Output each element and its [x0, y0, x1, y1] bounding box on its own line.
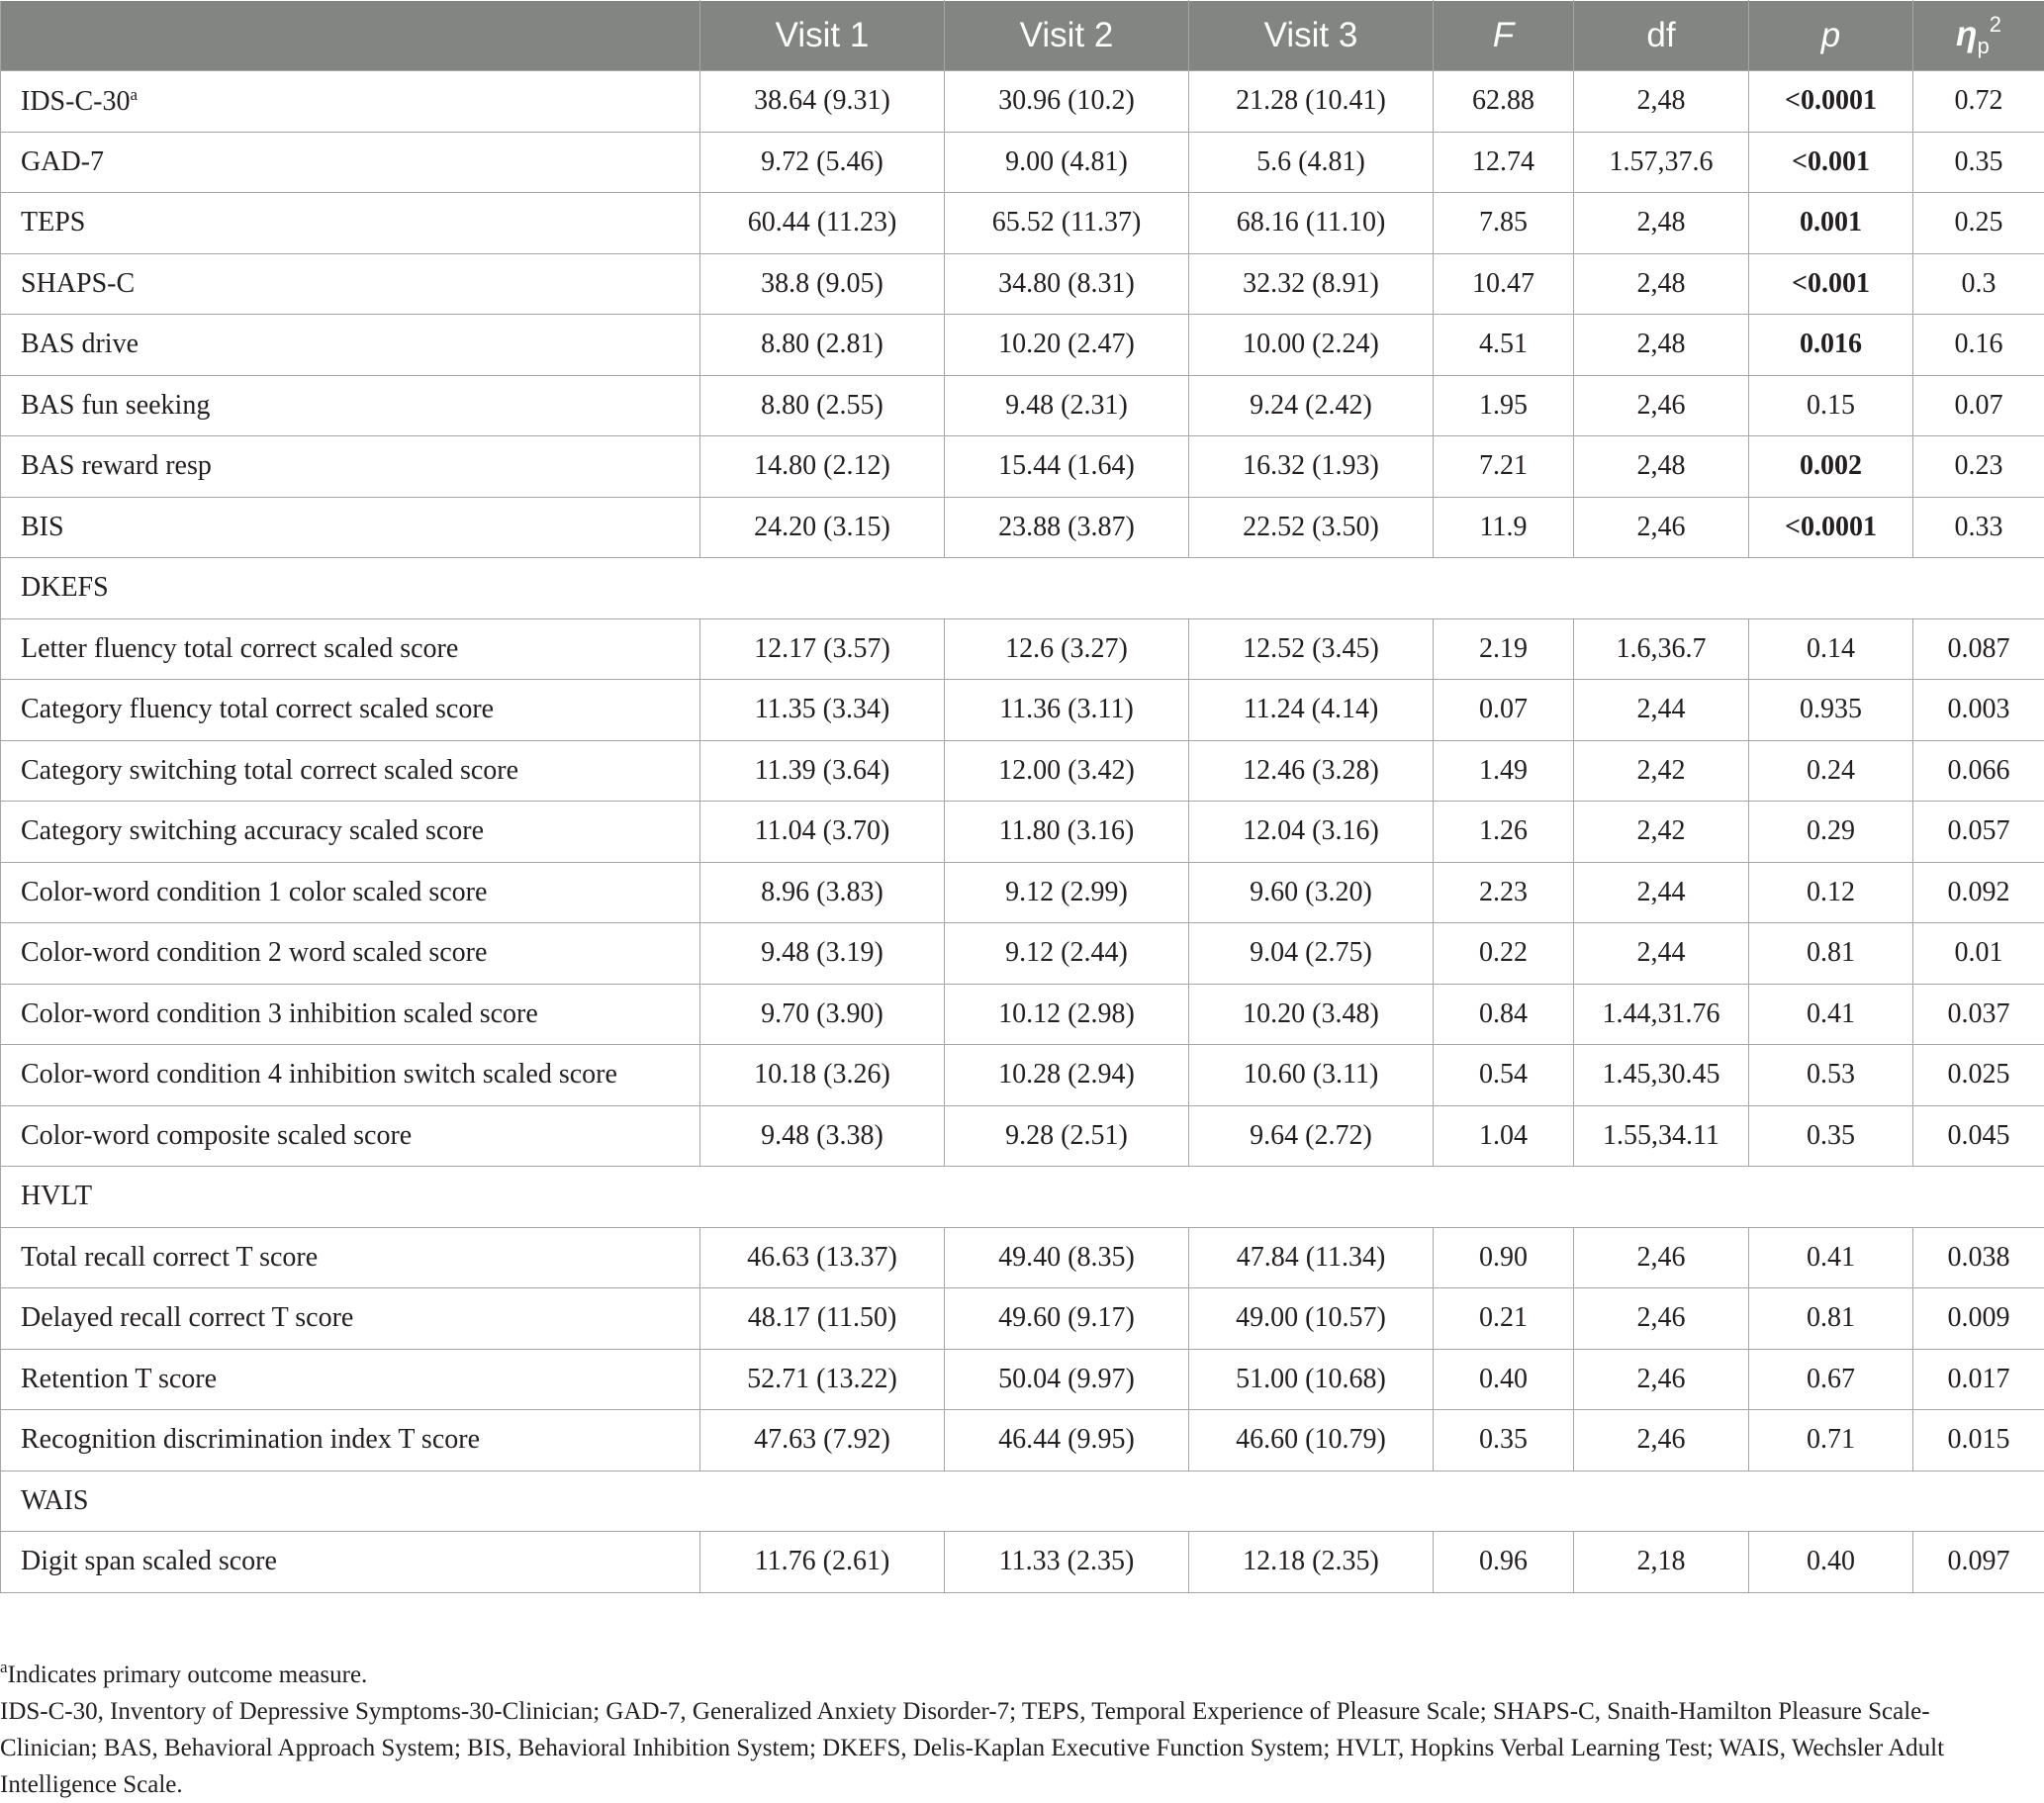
eta-cell: 0.087 — [1913, 618, 2044, 680]
visit-2-cell: 65.52 (11.37) — [945, 193, 1189, 254]
eta-cell: 0.07 — [1913, 375, 2044, 436]
eta-cell: 0.72 — [1913, 71, 2044, 133]
visit-3-cell: 46.60 (10.79) — [1189, 1410, 1434, 1471]
measure-label: Color-word condition 3 inhibition scaled score — [21, 997, 538, 1029]
df-cell: 2,44 — [1574, 680, 1749, 741]
eta-subscript: p — [1977, 34, 1990, 58]
visit-2-cell: 12.6 (3.27) — [945, 618, 1189, 680]
df-cell: 2,48 — [1574, 436, 1749, 498]
table-row — [1, 1227, 2044, 1288]
f-cell: 0.84 — [1434, 984, 1574, 1045]
header-eta-squared — [1913, 1, 2044, 71]
df-cell: 2,48 — [1574, 71, 1749, 133]
measure-label: Category switching accuracy scaled score — [21, 815, 485, 847]
measure-label: BAS drive — [21, 329, 139, 360]
measure-cell — [1, 193, 700, 254]
p-cell: 0.29 — [1749, 802, 1913, 863]
eta-cell: 0.009 — [1913, 1288, 2044, 1350]
df-cell: 1.57,37.6 — [1574, 132, 1749, 193]
table-row — [1, 923, 2044, 985]
visit-3-cell: 51.00 (10.68) — [1189, 1349, 1434, 1410]
p-cell: 0.14 — [1749, 618, 1913, 680]
df-cell: 1.55,34.11 — [1574, 1105, 1749, 1167]
footnote — [0, 1649, 1989, 1693]
table-row — [1, 375, 2044, 436]
p-cell: 0.002 — [1749, 436, 1913, 498]
header-visit-1: Visit 1 — [700, 1, 945, 71]
measure-cell — [1, 802, 700, 863]
visit-1-cell: 47.63 (7.92) — [700, 1410, 945, 1471]
eta-cell: 0.01 — [1913, 923, 2044, 985]
table-row — [1, 984, 2044, 1045]
f-cell: 1.26 — [1434, 802, 1574, 863]
table-body — [1, 71, 2044, 1593]
table-row — [1, 1410, 2044, 1471]
visit-2-cell: 34.80 (8.31) — [945, 253, 1189, 315]
visit-1-cell: 10.18 (3.26) — [700, 1045, 945, 1106]
f-cell: 0.40 — [1434, 1349, 1574, 1410]
measure-cell — [1, 375, 700, 436]
table-row — [1, 1349, 2044, 1410]
table-row — [1, 132, 2044, 193]
measure-cell — [1, 1227, 700, 1288]
df-cell: 2,46 — [1574, 1227, 1749, 1288]
p-cell: 0.15 — [1749, 375, 1913, 436]
eta-cell: 0.16 — [1913, 315, 2044, 376]
f-cell: 1.49 — [1434, 740, 1574, 802]
table-row — [1, 1288, 2044, 1350]
table-row — [1, 1105, 2044, 1167]
visit-3-cell: 9.24 (2.42) — [1189, 375, 1434, 436]
visit-2-cell: 46.44 (9.95) — [945, 1410, 1189, 1471]
df-cell: 2,18 — [1574, 1532, 1749, 1593]
visit-2-cell: 9.00 (4.81) — [945, 132, 1189, 193]
p-cell: <0.0001 — [1749, 497, 1913, 558]
measure-label: Retention T score — [21, 1363, 218, 1394]
df-cell: 2,48 — [1574, 253, 1749, 315]
eta-cell: 0.092 — [1913, 862, 2044, 923]
df-cell: 2,46 — [1574, 1349, 1749, 1410]
f-cell: 0.07 — [1434, 680, 1574, 741]
p-cell: <0.0001 — [1749, 71, 1913, 133]
measure-cell — [1, 1045, 700, 1106]
f-cell: 1.95 — [1434, 375, 1574, 436]
visit-1-cell: 9.48 (3.38) — [700, 1105, 945, 1167]
visit-3-cell: 12.46 (3.28) — [1189, 740, 1434, 802]
eta-cell: 0.066 — [1913, 740, 2044, 802]
visit-2-cell: 49.40 (8.35) — [945, 1227, 1189, 1288]
visit-2-cell: 10.20 (2.47) — [945, 315, 1189, 376]
table-row — [1, 71, 2044, 133]
measure-label: Recognition discrimination index T score — [21, 1424, 480, 1456]
visit-1-cell: 11.35 (3.34) — [700, 680, 945, 741]
visit-1-cell: 8.80 (2.81) — [700, 315, 945, 376]
visit-1-cell: 9.72 (5.46) — [700, 132, 945, 193]
eta-cell: 0.003 — [1913, 680, 2044, 741]
measure-cell — [1, 862, 700, 923]
measure-cell — [1, 1105, 700, 1167]
visit-2-cell: 49.60 (9.17) — [945, 1288, 1189, 1350]
measure-label: BAS reward resp — [21, 450, 212, 482]
visit-2-cell: 30.96 (10.2) — [945, 71, 1189, 133]
table-row — [1, 1045, 2044, 1106]
visit-3-cell: 16.32 (1.93) — [1189, 436, 1434, 498]
p-cell: 0.41 — [1749, 984, 1913, 1045]
p-cell: 0.67 — [1749, 1349, 1913, 1410]
f-cell: 62.88 — [1434, 71, 1574, 133]
measure-cell — [1, 497, 700, 558]
header-df: df — [1574, 1, 1749, 71]
df-cell: 2,44 — [1574, 862, 1749, 923]
section-row — [1, 558, 2044, 619]
table-notes — [0, 1649, 1989, 1803]
measure-label: TEPS — [21, 207, 86, 238]
visit-1-cell: 48.17 (11.50) — [700, 1288, 945, 1350]
abbreviations-note: IDS-C-30, Inventory of Depressive Symptoms-30-Clinician; GAD-7, Generalized Anxiety Disorder-7; TEPS, Temporal Experience of Pleasure Scale; SHAPS-C, Snaith-Hamilton Pleasure Scale-Clinician; BAS, Behavioral Approach System; BIS, Behavioral Inhibition System; DKEFS, Delis-Kaplan Executive Function System; HVLT, Hopkins Verbal Learning Test; WAIS, Wechsler Adult Intelligence Scale. — [0, 1698, 1945, 1798]
df-cell: 2,44 — [1574, 923, 1749, 985]
measure-cell — [1, 132, 700, 193]
eta-symbol: η — [1956, 15, 1978, 53]
visit-1-cell: 52.71 (13.22) — [700, 1349, 945, 1410]
df-cell: 1.45,30.45 — [1574, 1045, 1749, 1106]
visit-3-cell: 47.84 (11.34) — [1189, 1227, 1434, 1288]
measure-cell — [1, 1349, 700, 1410]
df-cell: 2,42 — [1574, 802, 1749, 863]
visit-3-cell: 9.04 (2.75) — [1189, 923, 1434, 985]
table-row — [1, 497, 2044, 558]
p-cell: 0.53 — [1749, 1045, 1913, 1106]
measure-label: Letter fluency total correct scaled score — [21, 632, 459, 664]
table-row — [1, 315, 2044, 376]
visit-1-cell: 8.80 (2.55) — [700, 375, 945, 436]
visit-2-cell: 9.12 (2.44) — [945, 923, 1189, 985]
visit-3-cell: 32.32 (8.91) — [1189, 253, 1434, 315]
visit-2-cell: 15.44 (1.64) — [945, 436, 1189, 498]
f-cell: 10.47 — [1434, 253, 1574, 315]
f-cell: 0.35 — [1434, 1410, 1574, 1471]
f-cell: 4.51 — [1434, 315, 1574, 376]
f-cell: 2.23 — [1434, 862, 1574, 923]
p-cell: 0.40 — [1749, 1532, 1913, 1593]
p-cell: 0.81 — [1749, 1288, 1913, 1350]
section-label: HVLT — [1, 1167, 2044, 1228]
eta-superscript: 2 — [1989, 12, 2001, 37]
visit-1-cell: 38.64 (9.31) — [700, 71, 945, 133]
measure-label: Delayed recall correct T score — [21, 1302, 354, 1334]
measure-label: Color-word composite scaled score — [21, 1119, 413, 1151]
p-cell: 0.016 — [1749, 315, 1913, 376]
p-cell: 0.81 — [1749, 923, 1913, 985]
measure-cell — [1, 1288, 700, 1350]
visit-3-cell: 10.60 (3.11) — [1189, 1045, 1434, 1106]
f-cell: 0.96 — [1434, 1532, 1574, 1593]
header-f: F — [1434, 1, 1574, 71]
measure-cell — [1, 984, 700, 1045]
visit-2-cell: 10.28 (2.94) — [945, 1045, 1189, 1106]
section-label: DKEFS — [1, 558, 2044, 619]
measure-label: Color-word condition 4 inhibition switch scaled score — [21, 1059, 617, 1091]
df-cell: 2,46 — [1574, 1288, 1749, 1350]
measure-cell — [1, 1410, 700, 1471]
visit-3-cell: 22.52 (3.50) — [1189, 497, 1434, 558]
header-visit-3: Visit 3 — [1189, 1, 1434, 71]
header-measure — [1, 1, 700, 71]
p-cell: <0.001 — [1749, 253, 1913, 315]
visit-1-cell: 11.04 (3.70) — [700, 802, 945, 863]
header-visit-2: Visit 2 — [945, 1, 1189, 71]
visit-2-cell: 12.00 (3.42) — [945, 740, 1189, 802]
p-cell: 0.41 — [1749, 1227, 1913, 1288]
visit-1-cell: 11.76 (2.61) — [700, 1532, 945, 1593]
measure-label: BIS — [21, 511, 64, 542]
f-cell: 0.22 — [1434, 923, 1574, 985]
measure-cell — [1, 1532, 700, 1593]
visit-3-cell: 9.60 (3.20) — [1189, 862, 1434, 923]
visit-3-cell: 10.00 (2.24) — [1189, 315, 1434, 376]
measure-cell — [1, 71, 700, 133]
visit-3-cell: 12.52 (3.45) — [1189, 618, 1434, 680]
section-row — [1, 1471, 2044, 1532]
visit-2-cell: 9.48 (2.31) — [945, 375, 1189, 436]
visit-3-cell: 11.24 (4.14) — [1189, 680, 1434, 741]
visit-3-cell: 5.6 (4.81) — [1189, 132, 1434, 193]
visit-2-cell: 10.12 (2.98) — [945, 984, 1189, 1045]
visit-3-cell: 49.00 (10.57) — [1189, 1288, 1434, 1350]
visit-3-cell: 9.64 (2.72) — [1189, 1105, 1434, 1167]
eta-cell: 0.057 — [1913, 802, 2044, 863]
eta-cell: 0.015 — [1913, 1410, 2044, 1471]
p-cell: 0.71 — [1749, 1410, 1913, 1471]
f-cell: 0.54 — [1434, 1045, 1574, 1106]
eta-cell: 0.25 — [1913, 193, 2044, 254]
measure-label: SHAPS-C — [21, 267, 136, 299]
measure-label: BAS fun seeking — [21, 389, 211, 421]
eta-cell: 0.23 — [1913, 436, 2044, 498]
measure-label: Category switching total correct scaled score — [21, 754, 519, 786]
p-cell: 0.24 — [1749, 740, 1913, 802]
table-row — [1, 253, 2044, 315]
table-row — [1, 740, 2044, 802]
table-row — [1, 862, 2044, 923]
df-cell: 2,46 — [1574, 497, 1749, 558]
measure-cell — [1, 923, 700, 985]
section-row — [1, 1167, 2044, 1228]
visit-1-cell: 14.80 (2.12) — [700, 436, 945, 498]
visit-1-cell: 24.20 (3.15) — [700, 497, 945, 558]
visit-1-cell: 8.96 (3.83) — [700, 862, 945, 923]
p-cell: <0.001 — [1749, 132, 1913, 193]
table-row — [1, 618, 2044, 680]
table-row — [1, 680, 2044, 741]
eta-cell: 0.33 — [1913, 497, 2044, 558]
visit-1-cell: 12.17 (3.57) — [700, 618, 945, 680]
f-cell: 1.04 — [1434, 1105, 1574, 1167]
footnote-marker: a — [0, 1658, 8, 1676]
section-label: WAIS — [1, 1471, 2044, 1532]
visit-3-cell: 12.04 (3.16) — [1189, 802, 1434, 863]
f-cell: 2.19 — [1434, 618, 1574, 680]
f-cell: 11.9 — [1434, 497, 1574, 558]
df-cell: 2,48 — [1574, 193, 1749, 254]
df-cell: 1.6,36.7 — [1574, 618, 1749, 680]
visit-1-cell: 60.44 (11.23) — [700, 193, 945, 254]
visit-2-cell: 11.36 (3.11) — [945, 680, 1189, 741]
eta-cell: 0.35 — [1913, 132, 2044, 193]
visit-2-cell: 11.80 (3.16) — [945, 802, 1189, 863]
p-cell: 0.12 — [1749, 862, 1913, 923]
eta-cell: 0.3 — [1913, 253, 2044, 315]
measure-cell — [1, 740, 700, 802]
header-row — [1, 1, 2044, 71]
measure-cell — [1, 315, 700, 376]
measure-cell — [1, 680, 700, 741]
measure-label: Digit span scaled score — [21, 1546, 277, 1577]
visit-2-cell: 50.04 (9.97) — [945, 1349, 1189, 1410]
df-cell: 2,48 — [1574, 315, 1749, 376]
f-cell: 7.21 — [1434, 436, 1574, 498]
measure-label: GAD-7 — [21, 145, 104, 177]
f-cell: 7.85 — [1434, 193, 1574, 254]
f-cell: 12.74 — [1434, 132, 1574, 193]
table-row — [1, 193, 2044, 254]
df-cell: 2,46 — [1574, 1410, 1749, 1471]
visit-1-cell: 9.48 (3.19) — [700, 923, 945, 985]
visit-3-cell: 68.16 (11.10) — [1189, 193, 1434, 254]
f-cell: 0.90 — [1434, 1227, 1574, 1288]
header-p: p — [1749, 1, 1913, 71]
measure-label: Category fluency total correct scaled score — [21, 694, 495, 725]
primary-outcome-marker: a — [130, 84, 138, 104]
df-cell: 2,46 — [1574, 375, 1749, 436]
eta-cell: 0.025 — [1913, 1045, 2044, 1106]
table-row — [1, 802, 2044, 863]
visit-1-cell: 9.70 (3.90) — [700, 984, 945, 1045]
visit-3-cell: 10.20 (3.48) — [1189, 984, 1434, 1045]
measure-label: Color-word condition 2 word scaled score — [21, 937, 488, 969]
visit-2-cell: 23.88 (3.87) — [945, 497, 1189, 558]
visit-3-cell: 12.18 (2.35) — [1189, 1532, 1434, 1593]
p-cell: 0.35 — [1749, 1105, 1913, 1167]
measure-label: IDS-C-30 — [21, 85, 131, 117]
visit-2-cell: 9.28 (2.51) — [945, 1105, 1189, 1167]
visit-1-cell: 46.63 (13.37) — [700, 1227, 945, 1288]
df-cell: 1.44,31.76 — [1574, 984, 1749, 1045]
visit-2-cell: 11.33 (2.35) — [945, 1532, 1189, 1593]
p-cell: 0.935 — [1749, 680, 1913, 741]
eta-cell: 0.045 — [1913, 1105, 2044, 1167]
visit-3-cell: 21.28 (10.41) — [1189, 71, 1434, 133]
p-cell: 0.001 — [1749, 193, 1913, 254]
measure-label: Color-word condition 1 color scaled score — [21, 876, 488, 907]
visit-1-cell: 11.39 (3.64) — [700, 740, 945, 802]
eta-cell: 0.037 — [1913, 984, 2044, 1045]
table-row — [1, 436, 2044, 498]
visit-1-cell: 38.8 (9.05) — [700, 253, 945, 315]
df-cell: 2,42 — [1574, 740, 1749, 802]
measure-cell — [1, 436, 700, 498]
eta-cell: 0.097 — [1913, 1532, 2044, 1593]
measure-cell — [1, 253, 700, 315]
measure-cell — [1, 618, 700, 680]
visit-2-cell: 9.12 (2.99) — [945, 862, 1189, 923]
footnote-text: Indicates primary outcome measure. — [7, 1661, 368, 1688]
table-row — [1, 1532, 2044, 1593]
eta-cell: 0.038 — [1913, 1227, 2044, 1288]
eta-cell: 0.017 — [1913, 1349, 2044, 1410]
f-cell: 0.21 — [1434, 1288, 1574, 1350]
measure-label: Total recall correct T score — [21, 1241, 319, 1273]
